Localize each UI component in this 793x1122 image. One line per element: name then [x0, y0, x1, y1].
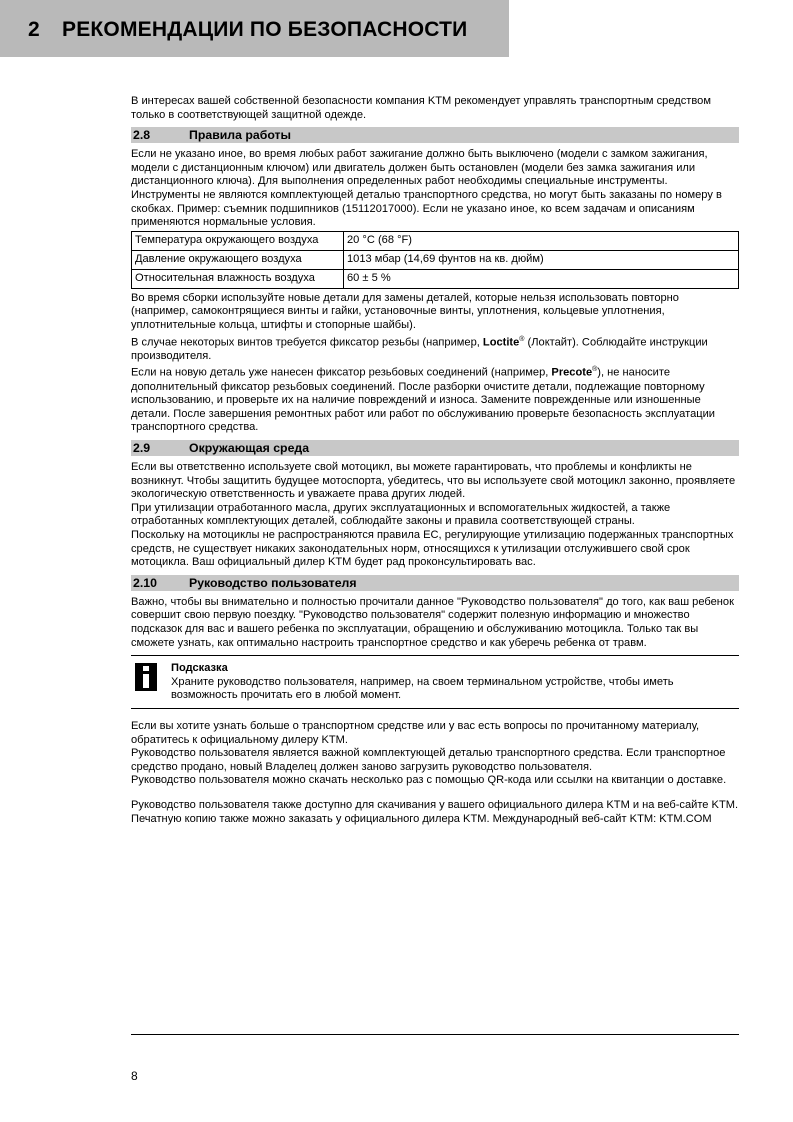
- hint-box: [131, 655, 739, 709]
- chapter-number: 2: [28, 18, 40, 41]
- registered-mark: ®: [519, 335, 525, 343]
- environment-paragraph-2: При утилизации отработанного масла, других эксплуатационных и вспомогательных жидкостей, а также отработанных комплектующих деталей, соблюдайте законы и правила соответствующей страны.: [131, 501, 671, 528]
- hint-title: Подсказка: [171, 662, 228, 675]
- new-parts-paragraph: Во время сборки используйте новые детали для замены деталей, которые нельзя использовать повторно (например, самоконтрящиеся винты и гайки, установочные винты, уплотнения, кольцевые уплотнения, уплотнительные кольца, штифты и стопорные шайбы).: [131, 291, 679, 331]
- table-cell-value: 1013 мбар (14,69 фунтов на кв. дюйм): [344, 250, 739, 269]
- footer-divider: [131, 1034, 739, 1035]
- text-span: В случае некоторых винтов требуется фиксатор резьбы (например,: [131, 336, 483, 349]
- table-cell-label: Давление окружающего воздуха: [132, 250, 344, 269]
- chapter-header-bar: [0, 0, 509, 57]
- table-cell-value: 20 °C (68 °F): [344, 231, 739, 250]
- environment-paragraph-1: Если вы ответственно используете свой мотоцикл, вы можете гарантировать, что проблемы и конфликты не возникнут. Чтобы защитить будущее мотоспорта, убедитесь, что вы используете свой мотоцикл законно, проявляете экологическую ответственность и уважаете права других людей.: [131, 461, 736, 501]
- manual-paragraph-2: Если вы хотите узнать больше о транспортном средстве или у вас есть вопросы по прочитанному материалу, обратитесь к официальному дилеру KTM.: [131, 719, 700, 746]
- precote-paragraph: [131, 363, 739, 435]
- normal-conditions-table: [131, 231, 739, 289]
- environment-paragraph-3: Поскольку на мотоциклы не распространяются правила ЕС, регулирующие утилизацию подержанных транспортных средств, не существует никаких законодательных норм, относящихся к утилизации отслужившего свой срок мотоцикла. Ваш официальный дилер KTM будет рад проконсультировать вас.: [131, 529, 734, 569]
- text-span: (Локтайт). Соблюдайте инструкции производителя.: [131, 336, 708, 362]
- page-number: 8: [131, 1069, 138, 1083]
- table-cell-value: 60 ± 5 %: [344, 269, 739, 288]
- section-heading-2-10: [131, 575, 739, 591]
- text-span: ), не наносите дополнительный фиксатор резьбовых соединений. После разборки очистите детали, подлежащие повторному использованию, и проверьте их на наличие повреждений и износа. Замените поврежденные или изношенные детали. После завершения ремонтных работ или работ по обслуживанию проверьте безопасность эксплуатации транспортного средства.: [131, 367, 715, 434]
- section-heading-2-9: [131, 440, 739, 456]
- registered-mark: ®: [592, 366, 598, 374]
- manual-paragraph-5: Руководство пользователя также доступно для скачивания у вашего официального дилера KTM и на веб-сайте KTM. Печатную копию также можно заказать у официального дилера KTM. Международный веб-сайт KTM: KTM.COM: [131, 798, 739, 825]
- thread-locker-paragraph: [131, 333, 739, 364]
- chapter-title-text: РЕКОМЕНДАЦИИ ПО БЕЗОПАСНОСТИ: [62, 18, 468, 41]
- brand-precote: Precote: [551, 367, 593, 380]
- table-cell-label: Относительная влажность воздуха: [132, 269, 344, 288]
- section-title: Руководство пользователя: [189, 575, 357, 590]
- section-number: 2.10: [133, 575, 157, 590]
- text-span: Если на новую деталь уже нанесен фиксатор резьбовых соединений (например,: [131, 367, 552, 380]
- hint-body: [171, 662, 739, 703]
- work-rules-paragraph: Если не указано иное, во время любых работ зажигание должно быть выключено (модели с замком зажигания, модели с дистанционным ключом) или двигатель должен быть остановлен (модели без замка зажигания или дистанционного ключа). Для выполнения определенных работ необходимы специальные инструменты. Инструменты не являются комплектующей деталью транспортного средства, но могут быть заказаны по номеру в скобках. Пример: съемник подшипников (15112017000). Если не указано иное, ко всем задачам и описаниям применяются нормальные условия.: [131, 148, 722, 229]
- section-title: Окружающая среда: [189, 441, 310, 456]
- intro-paragraph: В интересах вашей собственной безопасности компания KTM рекомендует управлять транспортным средством только в соответствующей защитной одежде.: [131, 95, 711, 121]
- info-icon: [135, 663, 157, 691]
- manual-paragraph-4: Руководство пользователя можно скачать несколько раз с помощью QR-кода или ссылки на квитанции о доставке.: [131, 774, 727, 787]
- brand-loctite: Loctite: [482, 336, 520, 349]
- table-row: [132, 231, 739, 250]
- table-row: [132, 250, 739, 269]
- chapter-title: [28, 18, 467, 42]
- table-row: [132, 269, 739, 288]
- manual-paragraph-1: Важно, чтобы вы внимательно и полностью прочитали данное "Руководство пользователя" до того, как ваш ребенок совершит свою первую поездку. "Руководство пользователя" содержит полезную информацию и множество подсказок для вас и вашего ребенка по эксплуатации, обращению и обслуживанию мотоцикла. Только так вы сможете узнать, как оптимально настроить транспортное средство и как уберечь ребенка от травм.: [131, 595, 734, 649]
- page-content: [131, 95, 739, 826]
- section-number: 2.9: [133, 441, 151, 456]
- section-title: Правила работы: [189, 128, 292, 143]
- section-number: 2.8: [133, 128, 151, 143]
- manual-paragraph-3: Руководство пользователя является важной комплектующей деталью транспортного средства. Если транспортное средство продано, новый Владелец должен заново загрузить руководство пользователя.: [131, 747, 726, 773]
- table-cell-label: Температура окружающего воздуха: [132, 231, 344, 250]
- section-heading-2-8: [131, 127, 739, 143]
- hint-text: Храните руководство пользователя, например, на своем терминальном устройстве, чтобы иметь возможность прочитать его в любой момент.: [171, 675, 674, 702]
